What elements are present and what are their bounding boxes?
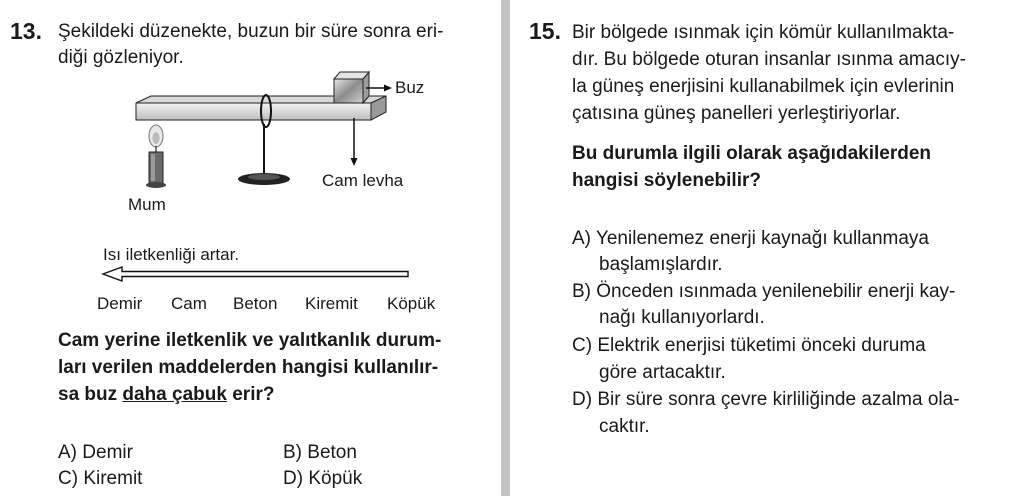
q15-stem-line4: çatısına güneş panelleri yerleştiriyorlar. <box>572 103 901 124</box>
q13-question-line3-post: erir? <box>226 384 275 405</box>
q13-option-d[interactable]: D) Köpük <box>283 468 363 489</box>
cam-levha-arrow <box>351 118 358 166</box>
q13-apparatus-figure <box>0 0 500 496</box>
q15-stem-line2: dır. Bu bölgede oturan insanlar ısınma amacıy- <box>572 49 966 70</box>
candle <box>146 125 166 188</box>
q13-stem-line2: diği gözleniyor. <box>58 47 184 68</box>
material-demir: Demir <box>97 294 143 313</box>
q15-option-c[interactable]: C) Elektrik enerjisi tüketimi önceki duruma <box>572 335 926 356</box>
q15-number: 15. <box>529 18 561 44</box>
q15-option-b-cont[interactable]: nağı kullanıyorlardı. <box>599 307 765 328</box>
q13-question-line2: ları verilen maddelerden hangisi kullanılır- <box>58 357 439 378</box>
q13-option-b[interactable]: B) Beton <box>283 442 357 463</box>
q15-question-line2: hangisi söylenebilir? <box>572 170 761 191</box>
label-mum: Mum <box>128 195 166 214</box>
q15-option-d-cont[interactable]: caktır. <box>599 416 650 437</box>
q15-option-b[interactable]: B) Önceden ısınmada yenilenebilir enerji kay- <box>572 281 956 302</box>
q15-option-d[interactable]: D) Bir süre sonra çevre kirliliğinde azalma ola- <box>572 389 960 410</box>
q15-question-line1: Bu durumla ilgili olarak aşağıdakilerden <box>572 143 931 164</box>
material-cam: Cam <box>171 294 207 313</box>
q13-number: 13. <box>10 18 42 44</box>
q13-question-line1: Cam yerine iletkenlik ve yalıtkanlık durum- <box>58 330 442 351</box>
q15-option-c-cont[interactable]: göre artacaktır. <box>599 362 726 383</box>
q15-stem-line3: la güneş enerjisini kullanabilmek için evlerinin <box>572 76 955 97</box>
material-beton: Beton <box>233 294 278 313</box>
buz-arrow <box>366 85 392 92</box>
label-buz: Buz <box>395 78 425 97</box>
conductivity-arrow <box>100 264 412 284</box>
scale-title: Isı iletkenliği artar. <box>103 245 240 264</box>
q13-option-a[interactable]: A) Demir <box>58 442 133 463</box>
material-kiremit: Kiremit <box>305 294 358 313</box>
q15-option-a-cont[interactable]: başlamışlardır. <box>599 254 723 275</box>
q15-option-a[interactable]: A) Yenilenemez enerji kaynağı kullanmaya <box>572 228 929 249</box>
q13-option-c[interactable]: C) Kiremit <box>58 468 143 489</box>
q13-question-line3-pre: sa buz <box>58 384 123 405</box>
column-divider <box>501 0 510 496</box>
ice-cube <box>334 72 369 103</box>
q13-question-emphasis: daha çabuk <box>122 384 227 405</box>
q13-question-line3 <box>58 382 274 408</box>
label-cam-levha: Cam levha <box>322 171 404 190</box>
q15-stem-line1: Bir bölgede ısınmak için kömür kullanılmakta- <box>572 22 955 43</box>
q13-stem-line1: Şekildeki düzenekte, buzun bir süre sonra eri- <box>58 21 444 42</box>
material-kopuk: Köpük <box>387 294 436 313</box>
